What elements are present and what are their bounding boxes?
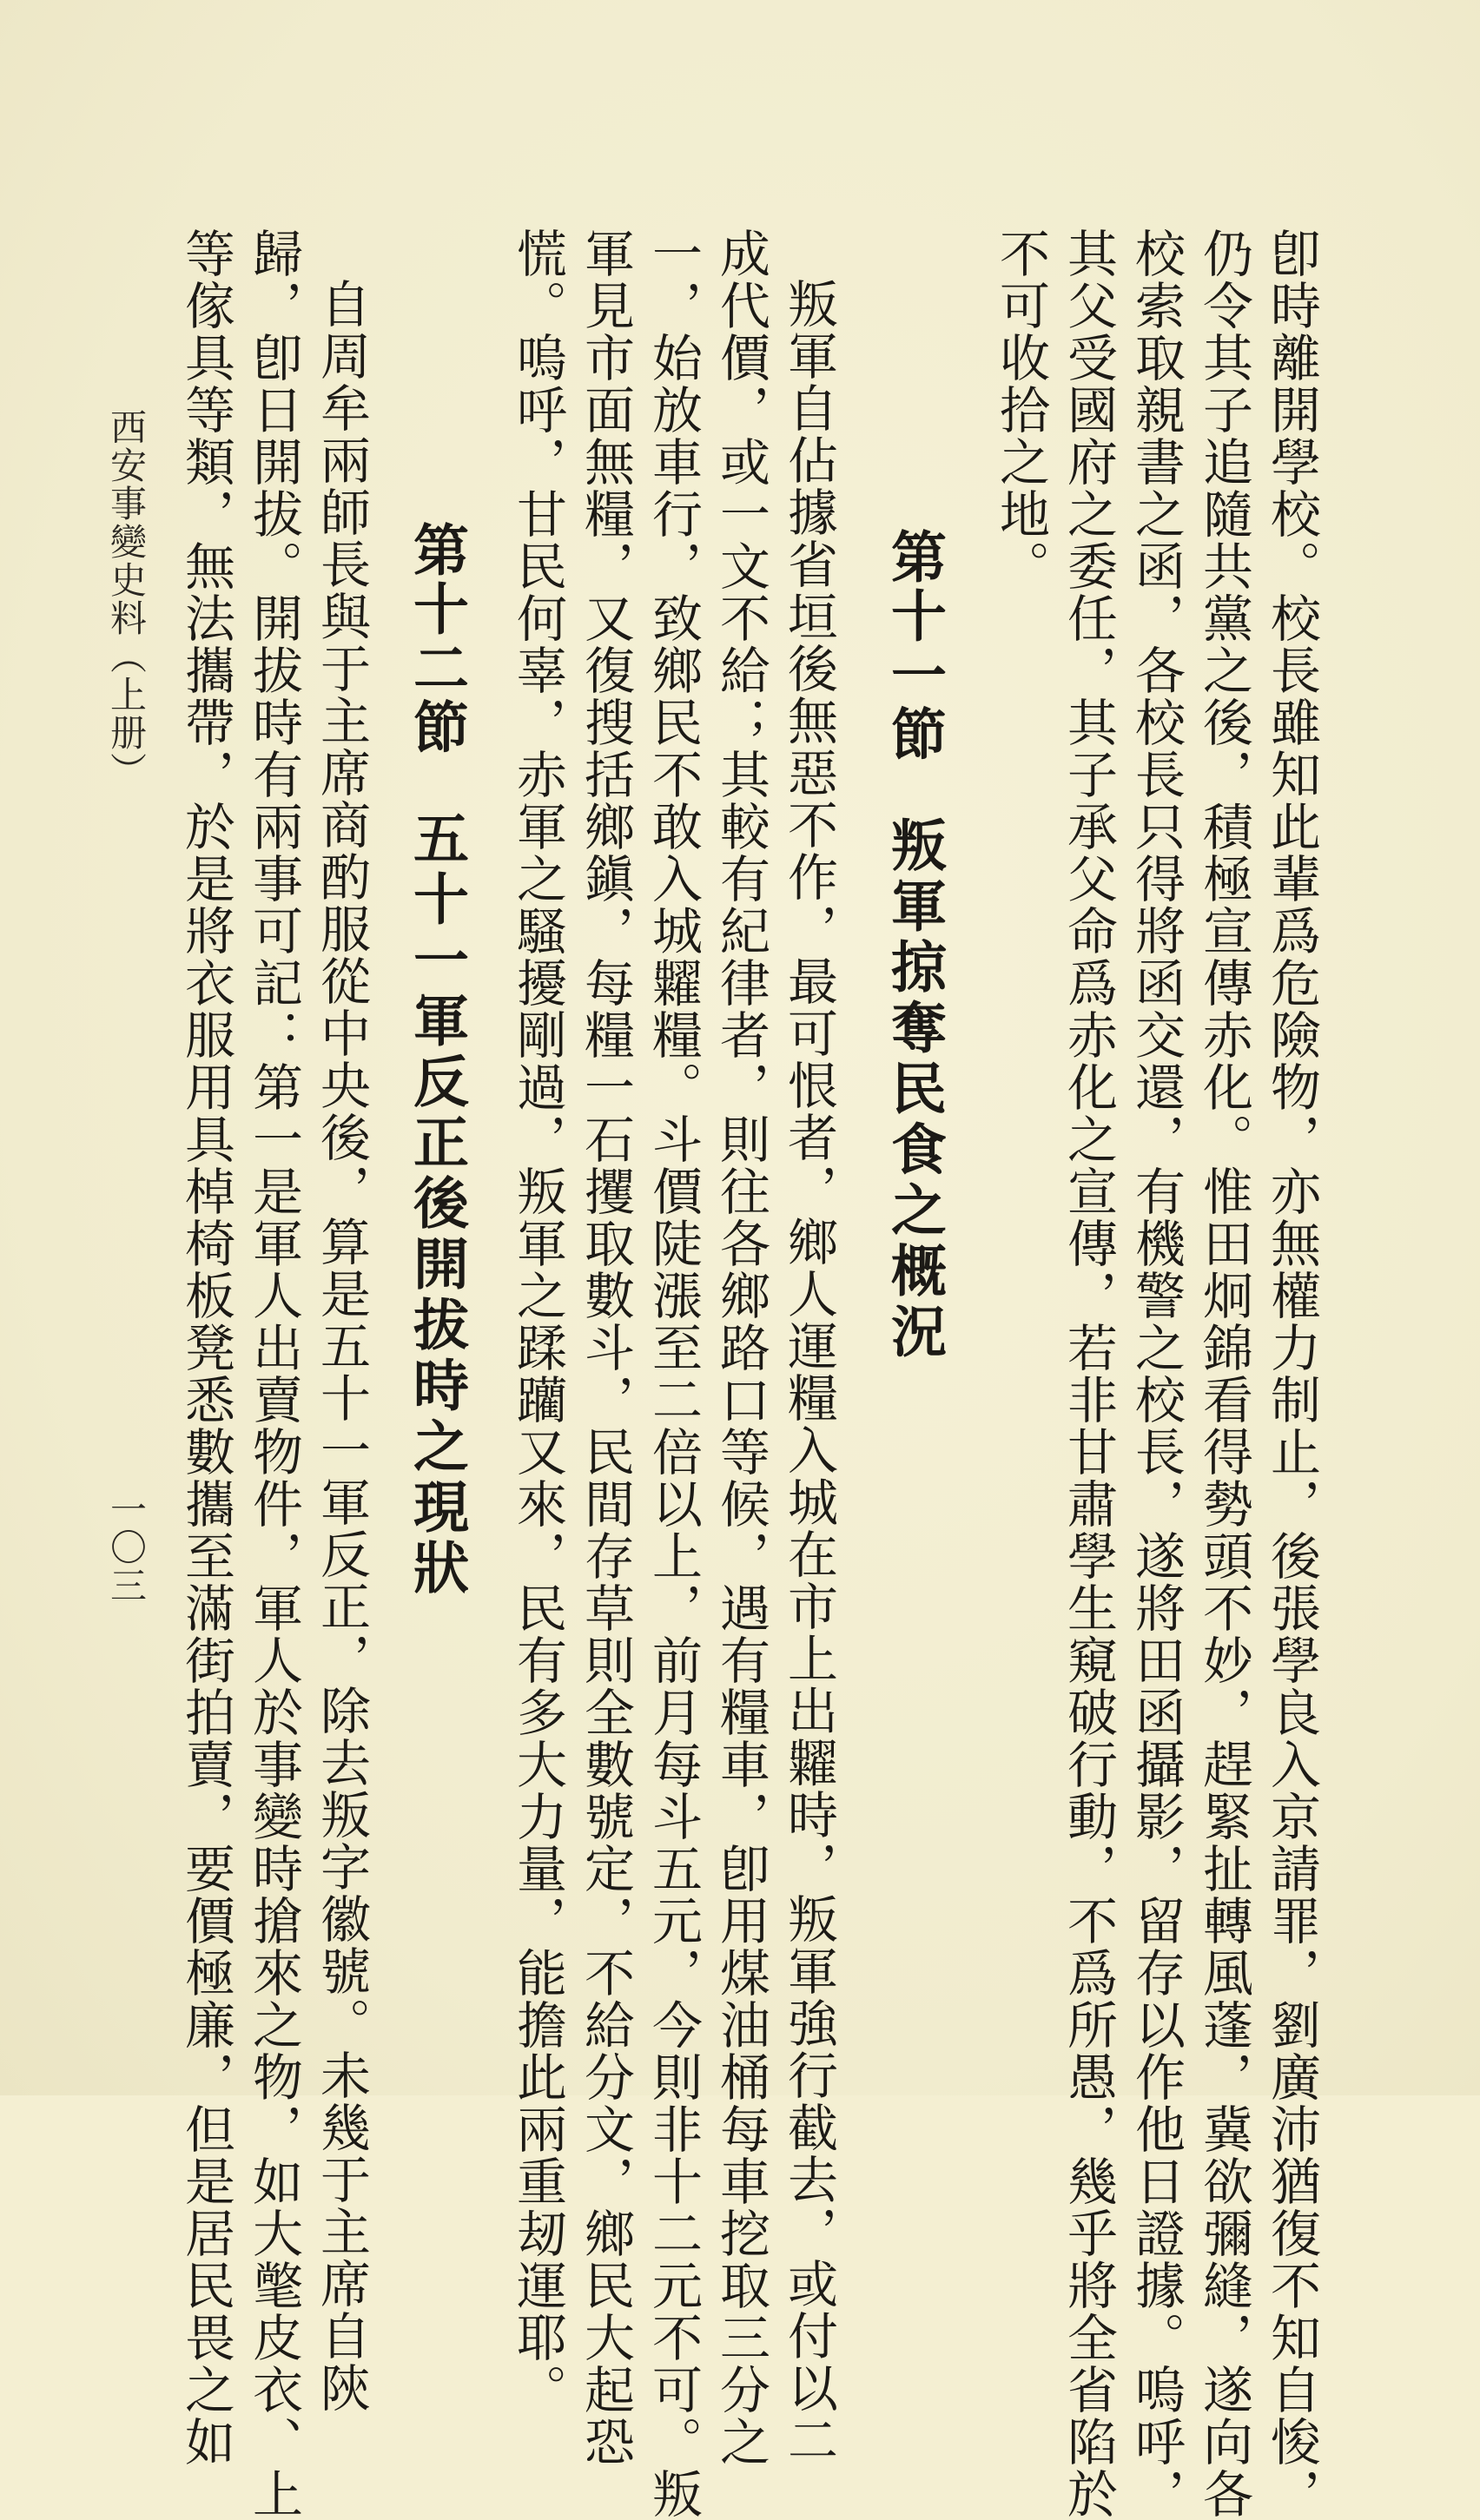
text-column: 等傢具等類，無法攜帶，於是將衣服用具棹椅板凳悉數攜至滿街拍賣，要價極廉，但是居民畏之如: [176, 228, 235, 2468]
section-title: 五十一軍反正後開拔時之現狀: [404, 809, 469, 1600]
section-number: 第十一節: [882, 528, 947, 764]
text-column: 其父受國府之委任，其子承父命爲赤化之宣傳，若非甘肅學生窺破行動，不爲所愚，幾乎將全省陷於: [1059, 228, 1118, 2520]
section-heading-12: [404, 521, 469, 1600]
text-column: 成代價，或一文不給；其較有紀律者，則往各鄉路口等候，遇有糧車，卽用煤油桶每車挖取三分之: [711, 228, 770, 2468]
section-number: 第十二節: [404, 521, 469, 757]
text-column: 不可收拾之地。: [991, 228, 1050, 592]
section-heading-11: [882, 528, 947, 1363]
text-column: 一，始放車行，致鄉民不敢入城糶糧。斗價陡漲至二倍以上，前月每斗五元，今則非十二元不可。叛: [644, 228, 703, 2520]
page-number: 一〇三: [105, 1490, 148, 1605]
text-column: 軍見市面無糧，又復搜括鄉鎭，每糧一石攫取數斗，民間存草則全數號定，不給分文，鄉民大起恐: [576, 228, 635, 2468]
text-column: 慌。嗚呼，甘民何辜，赤軍之騷擾剛過，叛軍之蹂躪又來，民有多大力量，能擔此兩重刼運耶。: [508, 228, 567, 2416]
text-column: 歸，卽日開拔。開拔時有兩事可記：第一是軍人出賣物件，軍人於事變時搶來之物，如大氅皮衣、上: [244, 228, 303, 2520]
book-title: 西安事變史料（上册）: [105, 408, 148, 790]
section-title: 叛軍掠奪民食之概況: [882, 816, 947, 1363]
text-column: 自周牟兩師長與于主席商酌服從中央後，算是五十一軍反正，除去叛字徽號。未幾于主席自陝: [312, 278, 371, 2414]
text-column: 卽時離開學校。校長雖知此輩爲危險物，亦無權力制止，後張學良入京請罪，劉廣沛猶復不知自悛，: [1262, 228, 1321, 2520]
text-column: 校索取親書之函，各校長只得將函交還，有機警之校長，遂將田函攝影，留存以作他日證據。嗚呼，: [1127, 228, 1186, 2520]
text-column: 叛軍自佔據省垣後無惡不作，最可恨者，鄉人運糧入城在市上出糶時，叛軍強行截去，或付以二: [779, 278, 838, 2466]
text-column: 仍令其子追隨共黨之後，積極宣傳赤化。惟田炯錦看得勢頭不妙，趕緊扯轉風蓬，冀欲彌縫，遂向各: [1194, 228, 1253, 2520]
